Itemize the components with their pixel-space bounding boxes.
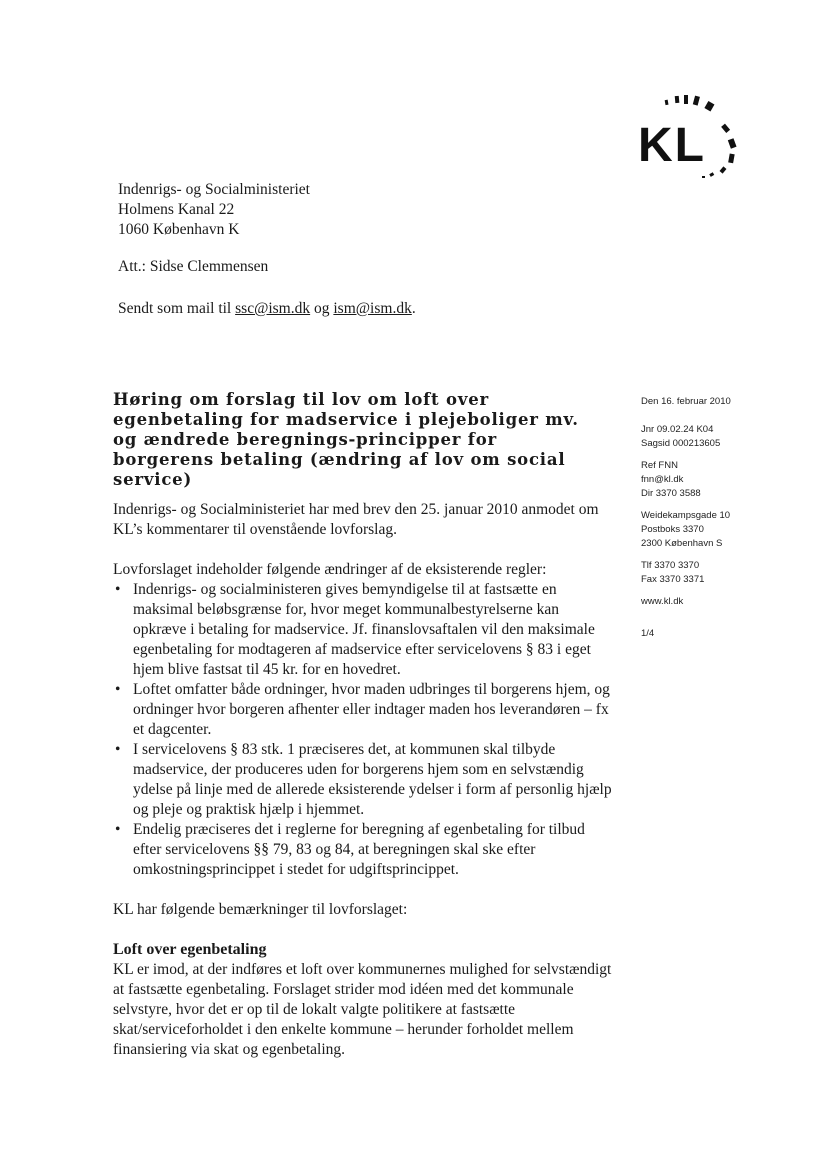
sent-line xyxy=(118,300,416,318)
sidebar-date: Den 16. februar 2010 xyxy=(641,396,731,407)
sent-mid: og xyxy=(310,300,334,317)
attention-line: Att.: Sidse Clemmensen xyxy=(118,258,269,275)
sidebar-box: Postboks 3370 xyxy=(641,524,704,535)
sidebar-fax: Fax 3370 3371 xyxy=(641,574,705,585)
sent-prefix: Sendt som mail til xyxy=(118,300,236,317)
sidebar-web[interactable]: www.kl.dk xyxy=(641,596,684,607)
remarks-paragraph: KL har følgende bemærkninger til lovforslaget: xyxy=(113,901,408,918)
list-item: • I servicelovens § 83 stk. 1 præciseres det, at kommunen skal tilbyde madservice, der produceres uden for borgerens hjem som en selvstændig ydelse på linje med de allerede eksisterende ydelser i form af personlig hjælp og pleje og praktisk hjælp i hjemmet. xyxy=(113,740,613,820)
document-title: Høring om forslag til lov om loft over egenbetaling for madservice i plejeboliger mv. og ændrede beregnings-principper for borgerens betaling (ændring af lov om social service) xyxy=(113,390,579,489)
recipient-address xyxy=(118,180,310,240)
kl-logo xyxy=(620,88,760,188)
sidebar-info xyxy=(641,395,731,649)
address-line: 1060 København K xyxy=(118,221,240,238)
letter-body xyxy=(113,500,613,1060)
address-line: Holmens Kanal 22 xyxy=(118,201,235,218)
list-item: • Endelig præciseres det i reglerne for beregning af egenbetaling for tilbud efter servicelovens §§ 79, 83 og 84, at beregningen skal ske efter omkostningsprincippet i stedet for udgiftsprincippet. xyxy=(113,820,613,880)
sidebar-city: 2300 København S xyxy=(641,538,723,549)
sidebar-street: Weidekampsgade 10 xyxy=(641,510,731,521)
intro-paragraph: Indenrigs- og Socialministeriet har med brev den 25. januar 2010 anmodet om KL’s kommentarer til ovenstående lovforslag. xyxy=(113,501,599,538)
sent-suffix: . xyxy=(411,300,416,317)
list-item: • Indenrigs- og socialministeren gives bemyndigelse til at fastsætte en maksimal beløbsgrænse for, hvor meget kommunalbestyrelserne kan opkræve i betaling for madservice. Jf. finanslovsaftalen vil den maksimale egenbetaling for modtageren af madservice efter servicelovens § 83 i eget hjem blive fastsat til 45 kr. for en hovedret. xyxy=(113,580,613,680)
changes-list xyxy=(113,580,613,880)
sidebar-tlf: Tlf 3370 3370 xyxy=(641,560,700,571)
list-item: • Loftet omfatter både ordninger, hvor maden udbringes til borgerens hjem, og ordninger hvor borgeren afhenter eller indtager maden hos leverandøren – fx et dagcenter. xyxy=(113,680,613,740)
sidebar-email[interactable]: fnn@kl.dk xyxy=(641,474,684,485)
sidebar-ref: Ref FNN xyxy=(641,460,678,471)
sidebar-dir: Dir 3370 3588 xyxy=(641,488,701,499)
email-link-ssc[interactable]: ssc@ism.dk xyxy=(235,300,311,317)
logo-text: KL xyxy=(638,119,706,172)
section-paragraph: KL er imod, at der indføres et loft over kommunernes mulighed for selvstændigt at fastsætte egenbetaling. Forslaget strider mod idéen med det kommunale selvstyre, hvor det er op til de lokalt valgte politikere at fastsætte skat/serviceforholdet i den enkelte kommune – herunder forholdet mellem finansiering via skat og egenbetaling. xyxy=(113,961,612,1058)
sidebar-page: 1/4 xyxy=(641,628,655,639)
section-heading: Loft over egenbetaling xyxy=(113,941,267,958)
address-line: Indenrigs- og Socialministeriet xyxy=(118,181,310,198)
sidebar-jnr: Jnr 09.02.24 K04 xyxy=(641,424,714,435)
email-link-ism[interactable]: ism@ism.dk xyxy=(333,300,412,317)
list-intro: Lovforslaget indeholder følgende ændringer af de eksisterende regler: xyxy=(113,561,547,578)
sidebar-sagsid: Sagsid 000213605 xyxy=(641,438,721,449)
